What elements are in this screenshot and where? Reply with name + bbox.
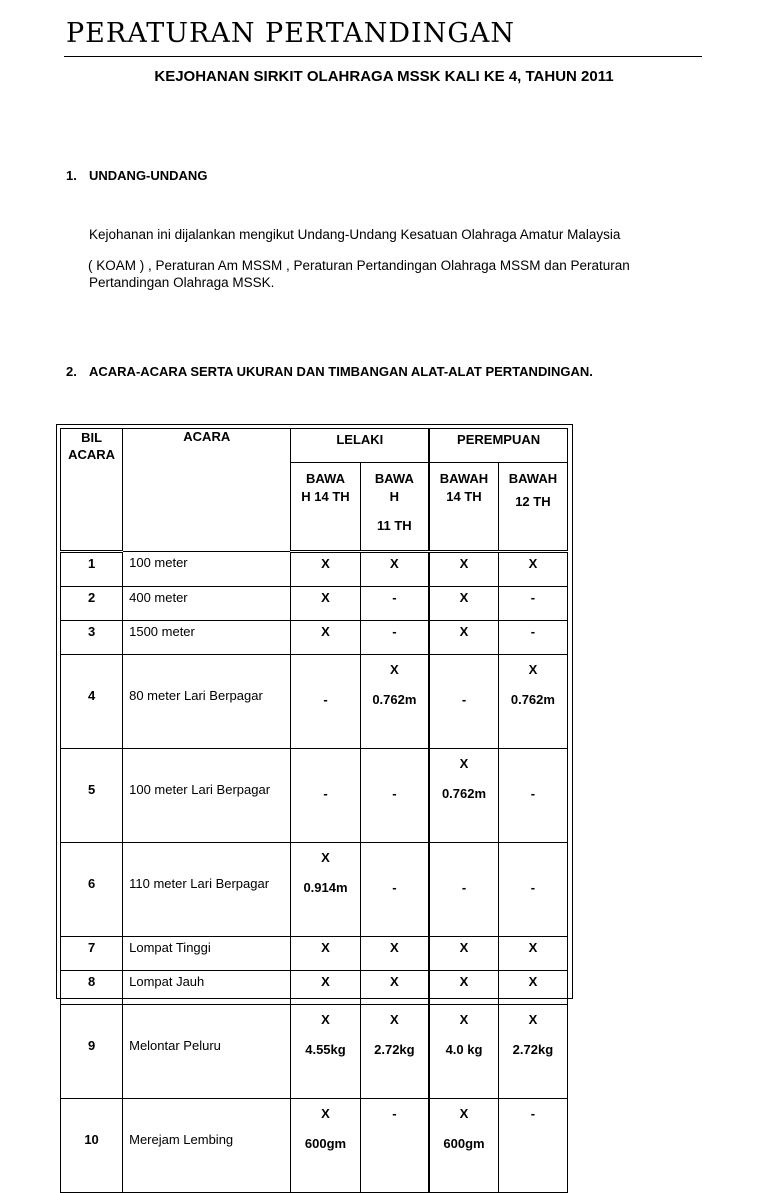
row-bil-number: 1	[61, 552, 123, 587]
row-cell-value: X	[360, 937, 429, 971]
table-row	[61, 971, 568, 1005]
row-event-name: 110 meter Lari Berpagar	[123, 843, 291, 937]
column-header-perempuan-bawah-14	[429, 463, 498, 552]
row-event-name: Merejam Lembing	[123, 1099, 291, 1193]
row-cell-value: X	[291, 621, 360, 655]
table-row	[61, 587, 568, 621]
column-header-line: BAWAH	[439, 471, 489, 486]
cell-mark	[499, 749, 567, 779]
cell-measurement: 0.762m	[372, 692, 417, 707]
row-cell-value: X	[360, 552, 429, 587]
cell-measurement: -	[530, 880, 536, 895]
row-cell-value	[498, 749, 567, 843]
bil-acara-header	[61, 429, 123, 552]
cell-mark: X	[321, 850, 330, 865]
row-cell-value: X	[429, 587, 498, 621]
cell-mark: X	[528, 662, 538, 677]
column-header-perempuan-bawah-12	[498, 463, 567, 552]
section-1-paragraph-line-3: Pertandingan Olahraga MSSK.	[89, 275, 275, 290]
row-cell-value	[360, 843, 429, 937]
cell-measurement: 4.0 kg	[445, 1042, 483, 1057]
row-cell-value	[360, 749, 429, 843]
cell-measurement: 4.55kg	[305, 1042, 346, 1057]
row-bil-number: 9	[61, 1005, 123, 1099]
row-cell-value: -	[498, 621, 567, 655]
row-cell-value: X	[291, 587, 360, 621]
cell-mark	[430, 655, 498, 685]
document-heading: PERATURAN PERTANDINGAN	[66, 18, 516, 49]
row-event-name: 400 meter	[123, 587, 291, 621]
row-bil-number: 8	[61, 971, 123, 1005]
cell-mark: X	[459, 756, 469, 771]
cell-mark: -	[392, 1106, 397, 1121]
row-event-name: Melontar Peluru	[123, 1005, 291, 1099]
events-table	[60, 428, 568, 1193]
row-bil-number: 2	[61, 587, 123, 621]
section-1-number: 1.	[66, 168, 77, 183]
row-bil-number: 10	[61, 1099, 123, 1193]
row-event-name: Lompat Tinggi	[123, 937, 291, 971]
section-1-paragraph-line-2: ( KOAM ) , Peraturan Am MSSM , Peraturan Pertandingan Olahraga MSSM dan Peraturan	[88, 258, 630, 273]
cell-mark: X	[459, 1106, 469, 1121]
row-bil-number: 4	[61, 655, 123, 749]
cell-mark	[291, 655, 359, 685]
section-2-title-text: ACARA-ACARA SERTA UKURAN DAN TIMBANGAN ALAT-ALAT PERTANDINGAN.	[89, 364, 593, 379]
row-cell-value: X	[429, 552, 498, 587]
cell-mark	[361, 749, 429, 779]
cell-measurement	[361, 1129, 429, 1159]
row-cell-value	[291, 1099, 360, 1193]
cell-mark: X	[459, 1012, 469, 1027]
cell-mark: X	[390, 662, 399, 677]
table-row	[61, 621, 568, 655]
cell-measurement: -	[461, 692, 467, 707]
row-cell-value	[360, 1099, 429, 1193]
row-cell-value	[429, 1099, 498, 1193]
cell-mark: -	[530, 1106, 536, 1121]
row-cell-value: -	[360, 621, 429, 655]
cell-measurement: 600gm	[443, 1136, 485, 1151]
table-row	[61, 552, 568, 587]
cell-measurement: -	[323, 692, 328, 707]
cell-mark: X	[321, 1106, 330, 1121]
heading-underline	[64, 56, 702, 57]
column-header-line: 12 TH	[515, 494, 551, 509]
cell-measurement: -	[392, 786, 397, 801]
row-cell-value: X	[360, 971, 429, 1005]
row-cell-value: X	[291, 971, 360, 1005]
cell-measurement: -	[323, 786, 328, 801]
row-cell-value	[291, 749, 360, 843]
cell-measurement: 2.72kg	[374, 1042, 415, 1057]
row-cell-value	[291, 655, 360, 749]
cell-measurement: 2.72kg	[512, 1042, 554, 1057]
table-row	[61, 749, 568, 843]
cell-mark: X	[321, 1012, 330, 1027]
bil-header-line-2: ACARA	[68, 447, 116, 462]
row-cell-value	[291, 1005, 360, 1099]
row-cell-value: X	[291, 552, 360, 587]
column-header-line: H 14 TH	[301, 489, 350, 504]
row-event-name: Lompat Jauh	[123, 971, 291, 1005]
column-header-line: 11 TH	[377, 518, 412, 533]
row-bil-number: 7	[61, 937, 123, 971]
perempuan-group-header: PEREMPUAN	[429, 429, 567, 463]
row-cell-value	[498, 1099, 567, 1193]
document-subtitle: KEJOHANAN SIRKIT OLAHRAGA MSSK KALI KE 4, TAHUN 2011	[154, 68, 614, 85]
row-cell-value	[498, 843, 567, 937]
row-bil-number: 6	[61, 843, 123, 937]
cell-mark	[430, 843, 498, 873]
row-cell-value	[429, 655, 498, 749]
cell-measurement	[499, 1129, 567, 1159]
cell-mark	[361, 843, 429, 873]
row-cell-value	[429, 1005, 498, 1099]
column-header-lelaki-bawah-14	[291, 463, 360, 552]
column-header-line: BAWA	[305, 471, 345, 486]
table-row	[61, 1099, 568, 1193]
row-cell-value: X	[291, 937, 360, 971]
cell-measurement: -	[530, 786, 536, 801]
table-row	[61, 1005, 568, 1099]
bil-header-line-1: BIL	[81, 430, 103, 445]
row-event-name: 100 meter	[123, 552, 291, 587]
section-1-title-text: UNDANG-UNDANG	[89, 168, 208, 183]
section-1-paragraph-line-1: Kejohanan ini dijalankan mengikut Undang-Undang Kesatuan Olahraga Amatur Malaysia	[89, 227, 621, 242]
section-2-number: 2.	[66, 364, 77, 379]
row-cell-value	[498, 1005, 567, 1099]
row-bil-number: 5	[61, 749, 123, 843]
cell-mark	[499, 843, 567, 873]
section-2-title	[66, 364, 593, 379]
row-cell-value: X	[429, 621, 498, 655]
row-cell-value	[429, 843, 498, 937]
column-header-line: BAWAH	[508, 471, 558, 486]
row-cell-value: X	[429, 971, 498, 1005]
row-cell-value: X	[498, 552, 567, 587]
row-cell-value: X	[429, 937, 498, 971]
acara-header: ACARA	[123, 429, 291, 552]
row-cell-value: X	[498, 971, 567, 1005]
column-header-line: BAWA	[374, 471, 414, 486]
row-cell-value	[360, 1005, 429, 1099]
row-bil-number: 3	[61, 621, 123, 655]
row-event-name: 1500 meter	[123, 621, 291, 655]
row-event-name: 80 meter Lari Berpagar	[123, 655, 291, 749]
row-event-name: 100 meter Lari Berpagar	[123, 749, 291, 843]
cell-measurement: -	[392, 880, 397, 895]
row-cell-value: X	[498, 937, 567, 971]
row-cell-value	[429, 749, 498, 843]
row-cell-value: -	[360, 587, 429, 621]
column-header-lelaki-bawah-11	[360, 463, 429, 552]
lelaki-group-header: LELAKI	[291, 429, 429, 463]
cell-measurement: 0.914m	[303, 880, 348, 895]
cell-measurement: 600gm	[304, 1136, 347, 1151]
row-cell-value: -	[498, 587, 567, 621]
cell-mark	[291, 749, 359, 779]
cell-mark: X	[390, 1012, 399, 1027]
cell-measurement: -	[461, 880, 467, 895]
column-header-line: H	[389, 489, 400, 504]
column-header-line: 14 TH	[446, 489, 482, 504]
table-row	[61, 843, 568, 937]
cell-measurement: 0.762m	[510, 692, 555, 707]
cell-mark: X	[528, 1012, 538, 1027]
row-cell-value	[291, 843, 360, 937]
row-cell-value	[498, 655, 567, 749]
table-row	[61, 937, 568, 971]
section-1-title	[66, 168, 207, 183]
table-header-group-row	[61, 429, 568, 463]
events-table-frame	[56, 424, 573, 1151]
table-row	[61, 655, 568, 749]
row-cell-value	[360, 655, 429, 749]
cell-measurement: 0.762m	[441, 786, 487, 801]
